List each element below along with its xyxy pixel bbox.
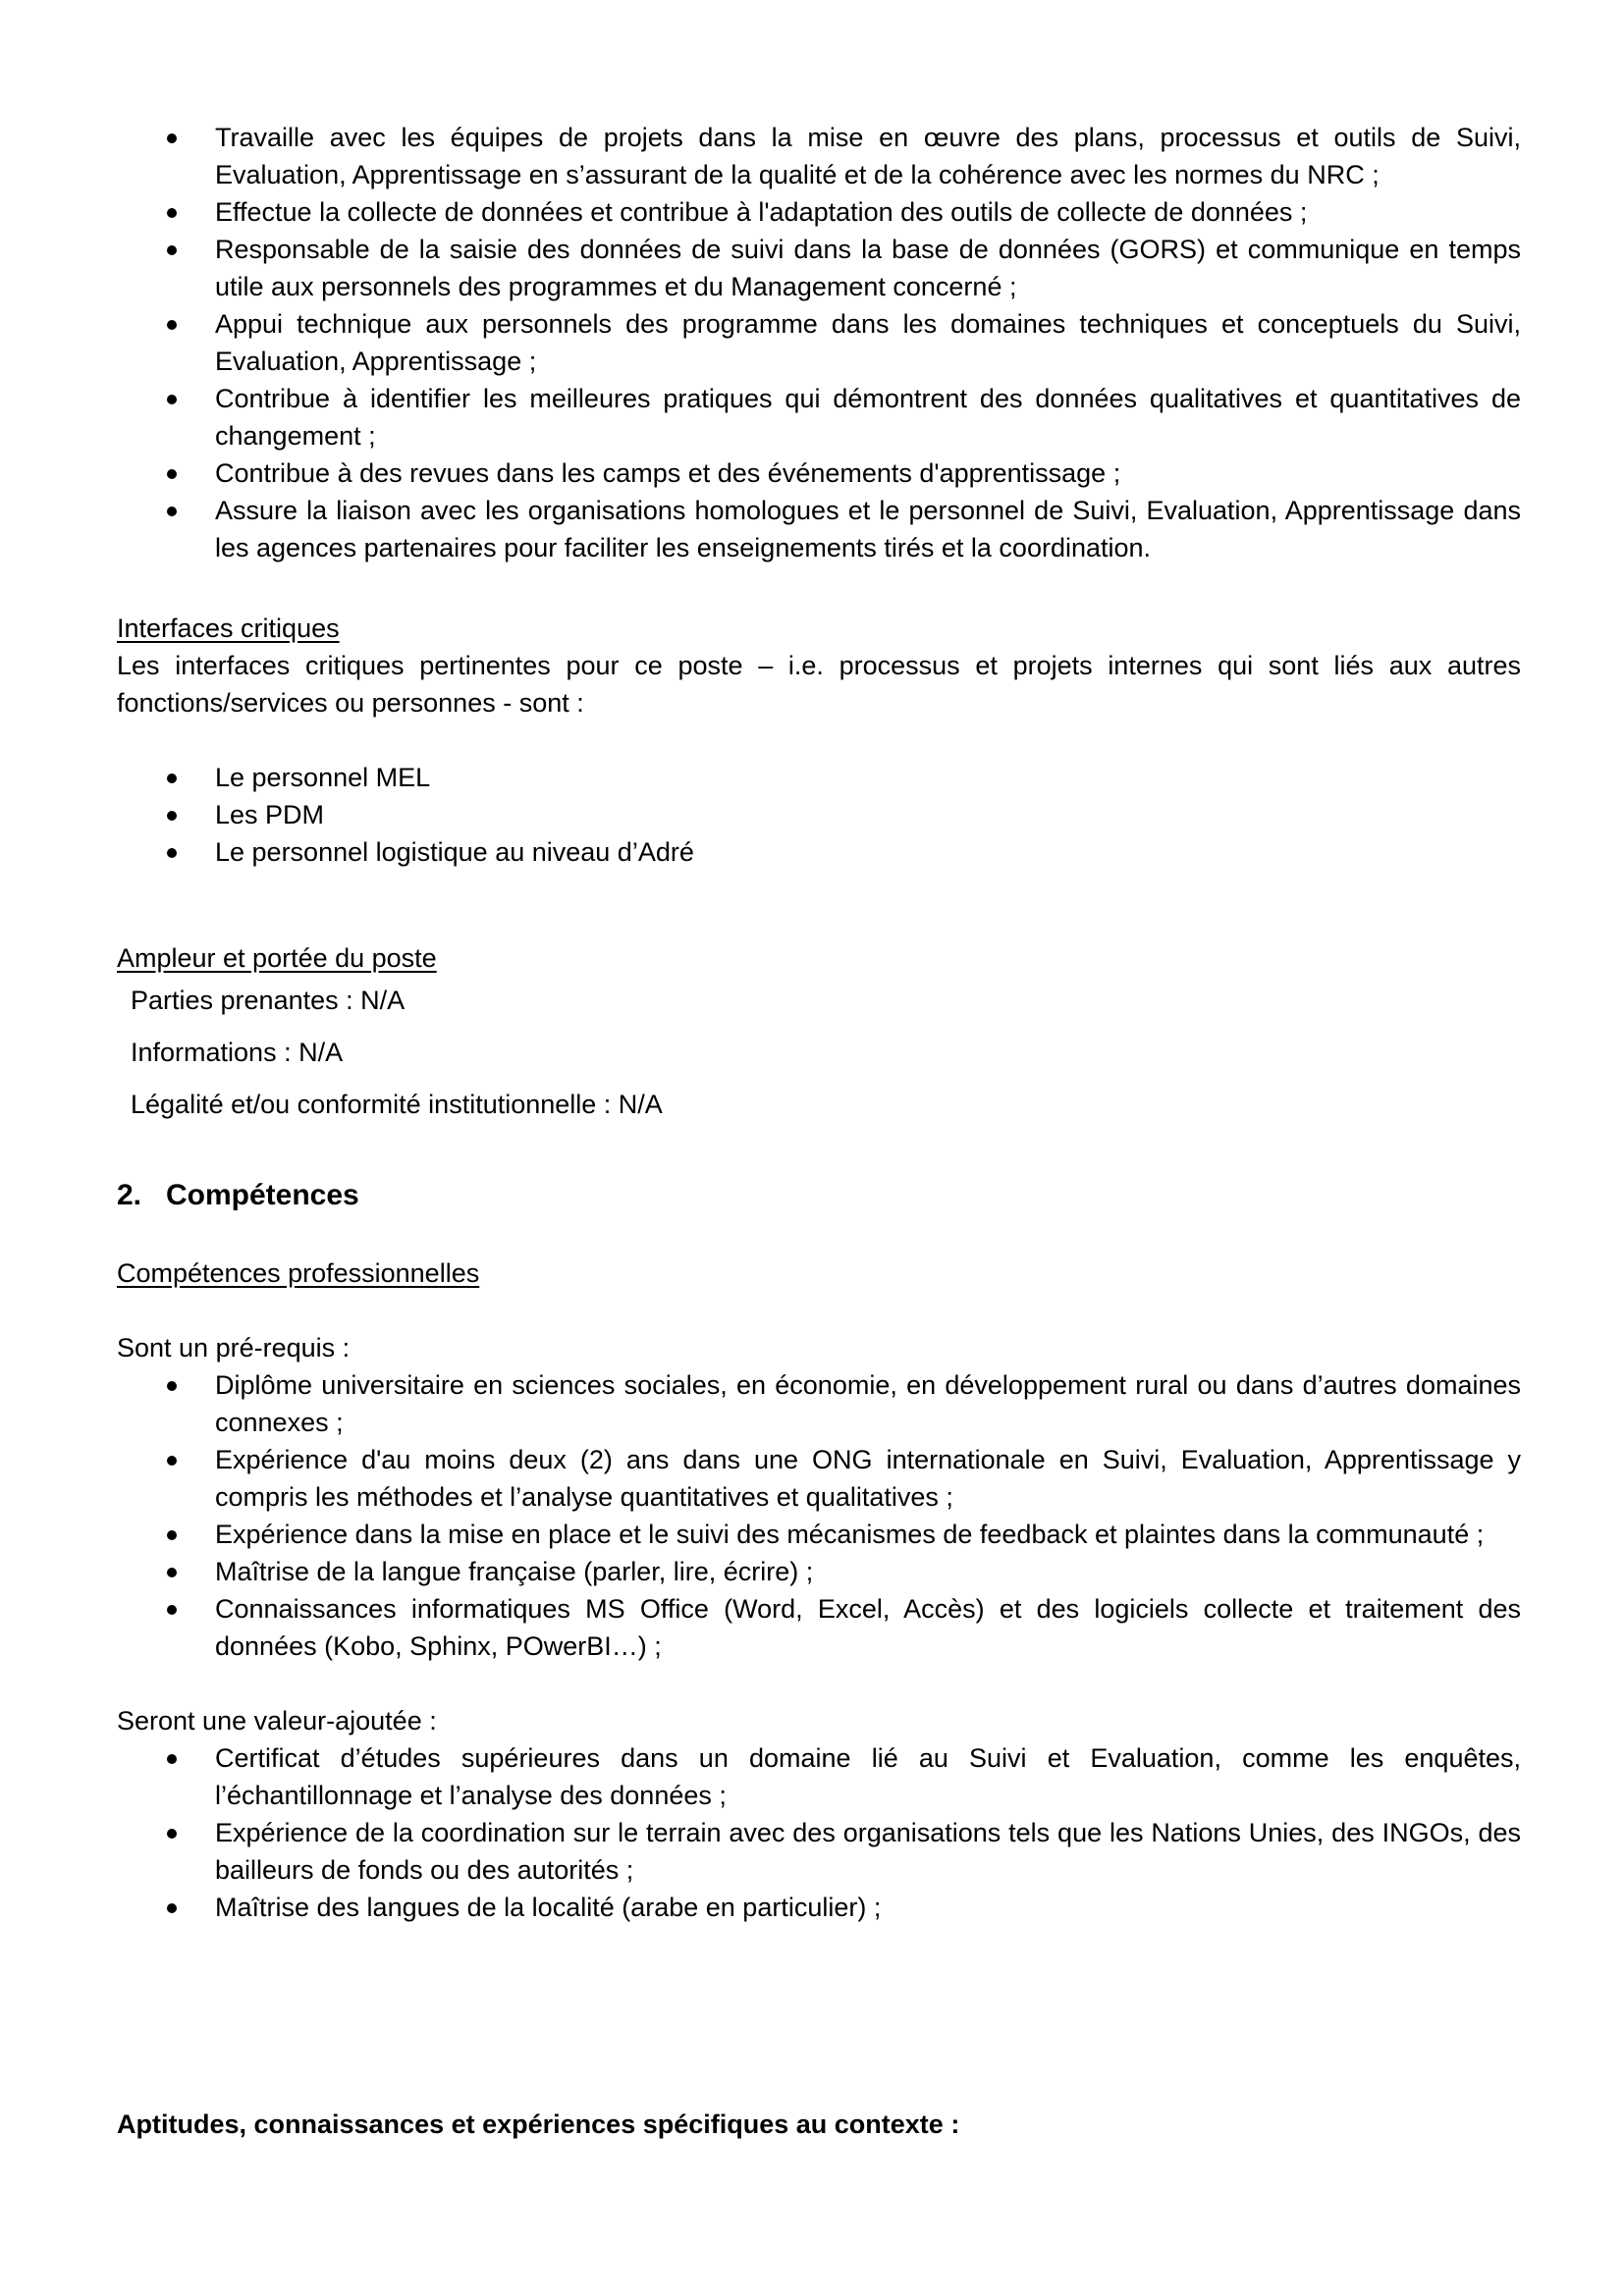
bullet-icon bbox=[167, 1754, 177, 1764]
interfaces-heading: Interfaces critiques bbox=[117, 614, 340, 643]
section-title: Compétences bbox=[166, 1179, 359, 1211]
list-item: Le personnel logistique au niveau d’Adré bbox=[117, 833, 1521, 871]
bullet-icon bbox=[167, 469, 177, 479]
list-item: Les PDM bbox=[117, 796, 1521, 833]
list-item: Contribue à identifier les meilleures pratiques qui démontrent des données qualitatives et quantitatives de changement ; bbox=[117, 380, 1521, 454]
list-item: Diplôme universitaire en sciences sociales, en économie, en développement rural ou dans d’autres domaines connexes ; bbox=[117, 1366, 1521, 1441]
list-item: Appui technique aux personnels des programme dans les domaines techniques et conceptuels du Suivi, Evaluation, Apprentissage ; bbox=[117, 305, 1521, 380]
bullet-icon bbox=[167, 245, 177, 255]
professional-heading: Compétences professionnelles bbox=[117, 1258, 480, 1288]
bullet-icon bbox=[167, 1829, 177, 1839]
bullet-icon bbox=[167, 1568, 177, 1577]
bullet-icon bbox=[167, 811, 177, 821]
list-item: Responsable de la saisie des données de suivi dans la base de données (GORS) et communique en temps utile aux personnels des programmes et du Management concerné ; bbox=[117, 231, 1521, 305]
list-item: Le personnel MEL bbox=[117, 759, 1521, 796]
list-item: Maîtrise de la langue française (parler, lire, écrire) ; bbox=[117, 1553, 1521, 1590]
interfaces-paragraph: Les interfaces critiques pertinentes pour ce poste – i.e. processus et projets internes qui sont liés aux autres fonctions/services ou personnes - sont : bbox=[117, 651, 1521, 718]
bullet-icon bbox=[167, 1605, 177, 1615]
bullet-icon bbox=[167, 1903, 177, 1913]
list-item: Contribue à des revues dans les camps et des événements d'apprentissage ; bbox=[117, 454, 1521, 492]
list-item: Expérience dans la mise en place et le suivi des mécanismes de feedback et plaintes dans la communauté ; bbox=[117, 1516, 1521, 1553]
list-item: Expérience d'au moins deux (2) ans dans une ONG internationale en Suivi, Evaluation, Apprentissage y compris les méthodes et l’analyse quantitatives et qualitatives ; bbox=[117, 1441, 1521, 1516]
list-item: Connaissances informatiques MS Office (Word, Excel, Accès) et des logiciels collecte et traitement des données (Kobo, Sphinx, POwerBI…) ; bbox=[117, 1590, 1521, 1665]
context-heading: Aptitudes, connaissances et expériences spécifiques au contexte : bbox=[117, 2109, 960, 2139]
bullet-icon bbox=[167, 133, 177, 143]
list-item: Certificat d’études supérieures dans un domaine lié au Suivi et Evaluation, comme les enquêtes, l’échantillonnage et l’analyse des données ; bbox=[117, 1739, 1521, 1814]
bullet-icon bbox=[167, 507, 177, 516]
bullet-icon bbox=[167, 1530, 177, 1540]
list-item: Travaille avec les équipes de projets dans la mise en œuvre des plans, processus et outils de Suivi, Evaluation, Apprentissage en s’assurant de la qualité et de la cohérence avec les normes du NRC ; bbox=[117, 119, 1521, 193]
bullet-icon bbox=[167, 774, 177, 783]
ampleur-heading: Ampleur et portée du poste bbox=[117, 943, 437, 973]
bullet-icon bbox=[167, 1456, 177, 1466]
section-heading bbox=[117, 1176, 359, 1215]
bullet-icon bbox=[167, 1381, 177, 1391]
responsibilities-list bbox=[117, 119, 1521, 566]
bullet-icon bbox=[167, 208, 177, 218]
section-number: 2. bbox=[117, 1179, 142, 1211]
list-item: Expérience de la coordination sur le terrain avec des organisations tels que les Nations Unies, des INGOs, des bailleurs de fonds ou des autorités ; bbox=[117, 1814, 1521, 1889]
interfaces-list bbox=[117, 759, 1521, 871]
ampleur-line: Informations : N/A bbox=[131, 1038, 344, 1067]
bullet-icon bbox=[167, 395, 177, 404]
list-item: Effectue la collecte de données et contribue à l'adaptation des outils de collecte de données ; bbox=[117, 193, 1521, 231]
prereq-list bbox=[117, 1366, 1521, 1665]
ampleur-line: Légalité et/ou conformité institutionnelle : N/A bbox=[131, 1090, 663, 1119]
list-item: Assure la liaison avec les organisations homologues et le personnel de Suivi, Evaluation, Apprentissage dans les agences partenaires pour faciliter les enseignements tirés et la coordination. bbox=[117, 492, 1521, 566]
bullet-icon bbox=[167, 320, 177, 330]
prereq-label: Sont un pré-requis : bbox=[117, 1333, 351, 1362]
added-value-list bbox=[117, 1739, 1521, 1926]
bullet-icon bbox=[167, 848, 177, 858]
list-item: Maîtrise des langues de la localité (arabe en particulier) ; bbox=[117, 1889, 1521, 1926]
ampleur-line: Parties prenantes : N/A bbox=[131, 986, 406, 1015]
added-label: Seront une valeur-ajoutée : bbox=[117, 1706, 437, 1735]
